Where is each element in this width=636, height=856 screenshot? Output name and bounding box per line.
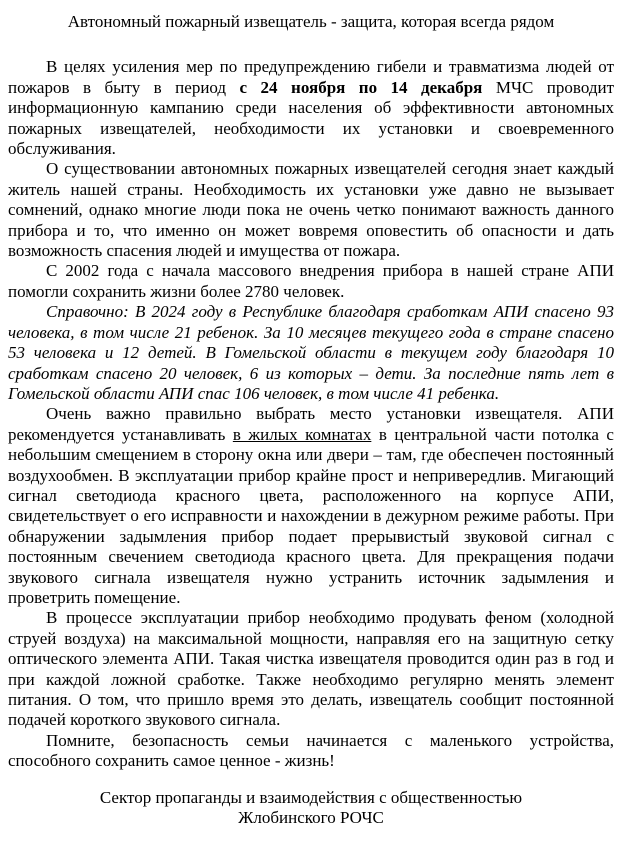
- paragraph-reference-statistics: [8, 302, 614, 404]
- paragraph-campaign-intro: [8, 57, 614, 159]
- text-run: О существовании автономных пожарных извещателей сегодня знает каждый житель нашей страны. Необходимость их установки уже давно не вызывает сомнений, однако многие люди пока не очень четко понимают важность данного прибора и то, что именно он может вовремя оповестить об опасности и дать возможность спасения людей и имущества от пожара.: [8, 159, 614, 261]
- text-run: С 2002 года с начала массового внедрения прибора в нашей стране АПИ помогли сохранить жизни более 2780 человек.: [8, 261, 614, 301]
- bold-run: с 24 ноября по 14 декабря: [239, 77, 483, 97]
- document-body: [8, 57, 614, 771]
- paragraph-maintenance: [8, 608, 614, 730]
- text-run: Очень важно правильно выбрать место установки извещателя. АПИ рекомендуется устанавливать: [8, 404, 614, 444]
- document-title: Автономный пожарный извещатель - защита, которая всегда рядом: [67, 12, 555, 31]
- document-footer: [8, 788, 614, 829]
- paragraph-awareness: [8, 159, 614, 261]
- footer-line-organization: Жлобинского РОЧС: [238, 808, 384, 828]
- text-run: в центральной части потолка с небольшим смещением в сторону окна или двери – там, где обеспечен постоянный воздухообмен. В эксплуатации прибор крайне прост и непривередлив. Мигающий сигнал светодиода красного цвета, расположенного на корпусе АПИ, свидетельствует о его исправности и нахождении в дежурном режиме работы. При обнаружении задымления прибор подает прерывистый звуковой сигнал с постоянным свечением светодиода красного цвета. Для прекращения подачи звукового сигнала извещателя нужно устранить источник задымления и проветрить помещение.: [8, 424, 614, 607]
- paragraph-since-2002: [8, 261, 614, 302]
- text-run: В процессе эксплуатации прибор необходимо продувать феном (холодной струей воздуха) на максимальной мощности, направляя его на защитную сетку оптического элемента АПИ. Такая чистка извещателя проводится один раз в год и при каждой ложной сработке. Также необходимо регулярно менять элемент питания. О том, что пришло время это делать, извещатель сообщит постоянной подачей короткого звукового сигнала.: [8, 608, 614, 730]
- text-run: Помните, безопасность семьи начинается с маленького устройства, способного сохранить самое ценное - жизнь!: [8, 730, 614, 771]
- text-run: МЧС проводит информационную кампанию среди населения об эффективности автономных пожарных извещателей, необходимости их установки и своевременного обслуживания.: [8, 77, 614, 159]
- footer-line-department: Сектор пропаганды и взаимодействия с общественностью: [99, 787, 523, 807]
- paragraph-remember-closing: [8, 731, 614, 772]
- underlined-run: в жилых комнатах: [232, 424, 372, 444]
- text-run: Справочно: В 2024 году в Республике благодаря сработкам АПИ спасено 93 человека, в том числе 21 ребенок. За 10 месяцев текущего года в стране спасено 53 человека и 12 детей. В Гомельской области в текущем году благодаря 10 сработкам спасено 20 человек, 6 из которых – дети. За последние пять лет в Гомельской области АПИ спас 106 человек, в том числе 41 ребенка.: [8, 302, 614, 403]
- text-run: В целях усиления мер по предупреждению гибели и травматизма людей от пожаров в быту в период: [8, 57, 614, 97]
- paragraph-installation-guidance: [8, 404, 614, 608]
